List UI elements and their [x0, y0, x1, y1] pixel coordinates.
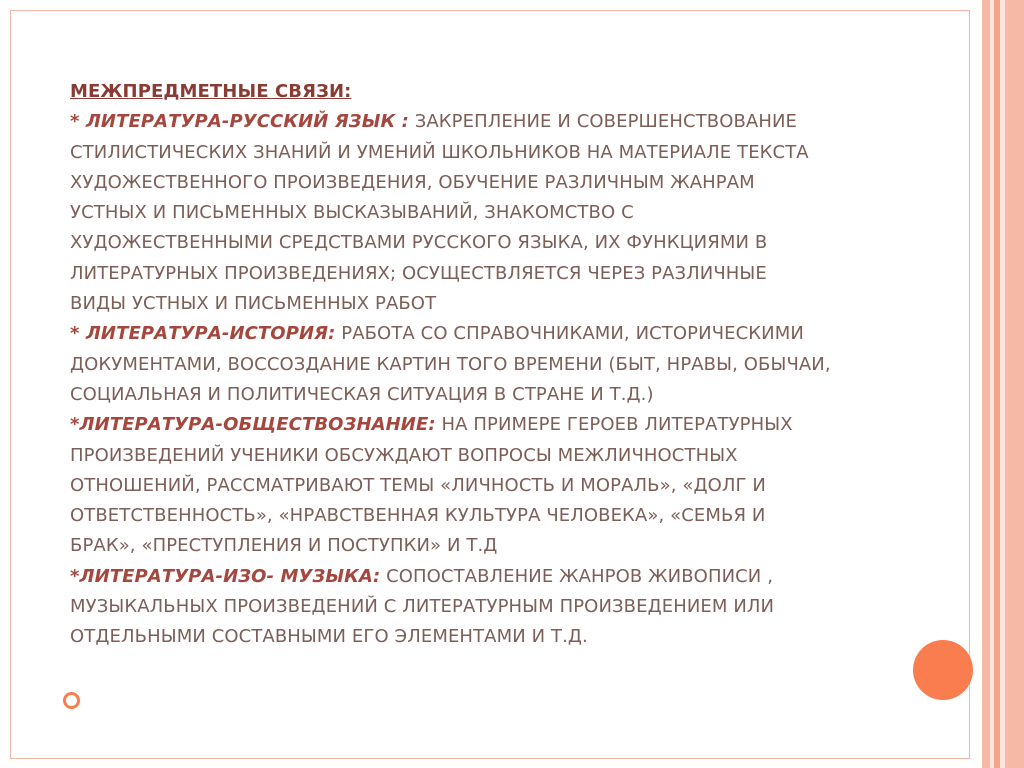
subject-label: * ЛИТЕРАТУРА-РУССКИЙ ЯЗЫК : — [70, 111, 409, 133]
line-text: ОТВЕТСТВЕННОСТЬ», «НРАВСТВЕННАЯ КУЛЬТУРА ЧЕЛОВЕКА», «СЕМЬЯ И — [70, 505, 766, 527]
text-line — [70, 622, 950, 652]
line-text: УСТНЫХ И ПИСЬМЕННЫХ ВЫСКАЗЫВАНИЙ, ЗНАКОМСТВО С — [70, 202, 634, 224]
subject-label: *ЛИТЕРАТУРА-ИЗО- МУЗЫКА: — [70, 565, 381, 587]
line-text: БРАК», «ПРЕСТУПЛЕНИЯ И ПОСТУПКИ» И Т.Д — [70, 535, 498, 557]
text-line — [70, 138, 950, 168]
line-text: ОТДЕЛЬНЫМИ СОСТАВНЫМИ ЕГО ЭЛЕМЕНТАМИ И Т.Д. — [70, 626, 588, 648]
text-line — [70, 228, 950, 258]
text-line — [70, 380, 950, 410]
line-text: ДОКУМЕНТАМИ, ВОССОЗДАНИЕ КАРТИН ТОГО ВРЕМЕНИ (БЫТ, НРАВЫ, ОБЫЧАИ, — [70, 353, 831, 375]
text-line — [70, 107, 950, 137]
line-text: СТИЛИСТИЧЕСКИХ ЗНАНИЙ И УМЕНИЙ ШКОЛЬНИКОВ НА МАТЕРИАЛЕ ТЕКСТА — [70, 141, 809, 163]
text-line — [70, 441, 950, 471]
line-text: ХУДОЖЕСТВЕННОГО ПРОИЗВЕДЕНИЯ, ОБУЧЕНИЕ РАЗЛИЧНЫМ ЖАНРАМ — [70, 171, 755, 193]
text-line — [70, 501, 950, 531]
line-text: СОЦИАЛЬНАЯ И ПОЛИТИЧЕСКАЯ СИТУАЦИЯ В СТРАНЕ И Т.Д.) — [70, 383, 654, 405]
text-line — [70, 198, 950, 228]
line-text: ЗАКРЕПЛЕНИЕ И СОВЕРШЕНСТВОВАНИЕ — [408, 111, 798, 133]
line-text: ОТНОШЕНИЙ, РАССМАТРИВАЮТ ТЕМЫ «ЛИЧНОСТЬ И МОРАЛЬ», «ДОЛГ И — [70, 474, 766, 496]
line-text: СОПОСТАВЛЕНИЕ ЖАНРОВ ЖИВОПИСИ , — [380, 565, 774, 587]
line-text: РАБОТА СО СПРАВОЧНИКАМИ, ИСТОРИЧЕСКИМИ — [335, 323, 804, 345]
slide-heading: МЕЖПРЕДМЕТНЫЕ СВЯЗИ: — [70, 81, 352, 102]
line-text: ЛИТЕРАТУРНЫХ ПРОИЗВЕДЕНИЯХ; ОСУЩЕСТВЛЯЕТСЯ ЧЕРЕЗ РАЗЛИЧНЫЕ — [70, 262, 767, 284]
text-line — [70, 168, 950, 198]
subject-label: *ЛИТЕРАТУРА-ОБЩЕСТВОЗНАНИЕ: — [70, 414, 436, 436]
line-text: ВИДЫ УСТНЫХ И ПИСЬМЕННЫХ РАБОТ — [70, 293, 437, 315]
line-text: МУЗЫКАЛЬНЫХ ПРОИЗВЕДЕНИЙ С ЛИТЕРАТУРНЫМ ПРОИЗВЕДЕНИЕМ ИЛИ — [70, 596, 775, 618]
subject-label: * ЛИТЕРАТУРА-ИСТОРИЯ: — [70, 323, 336, 345]
slide-content — [70, 77, 950, 653]
text-line — [70, 350, 950, 380]
decor-circle-icon — [913, 640, 973, 700]
text-line — [70, 289, 950, 319]
text-line — [70, 562, 950, 592]
bullet-ring-icon — [63, 692, 80, 709]
line-text: НА ПРИМЕРЕ ГЕРОЕВ ЛИТЕРАТУРНЫХ — [435, 414, 793, 436]
text-line — [70, 410, 950, 440]
line-text: ПРОИЗВЕДЕНИЙ УЧЕНИКИ ОБСУЖДАЮТ ВОПРОСЫ МЕЖЛИЧНОСТНЫХ — [70, 444, 738, 466]
text-line — [70, 259, 950, 289]
text-line — [70, 471, 950, 501]
text-line — [70, 319, 950, 349]
text-lines — [70, 107, 950, 652]
decor-stripe — [1005, 0, 1024, 768]
text-line — [70, 592, 950, 622]
decor-stripe — [982, 0, 990, 768]
text-line — [70, 531, 950, 561]
line-text: ХУДОЖЕСТВЕННЫМИ СРЕДСТВАМИ РУССКОГО ЯЗЫКА, ИХ ФУНКЦИЯМИ В — [70, 232, 768, 254]
